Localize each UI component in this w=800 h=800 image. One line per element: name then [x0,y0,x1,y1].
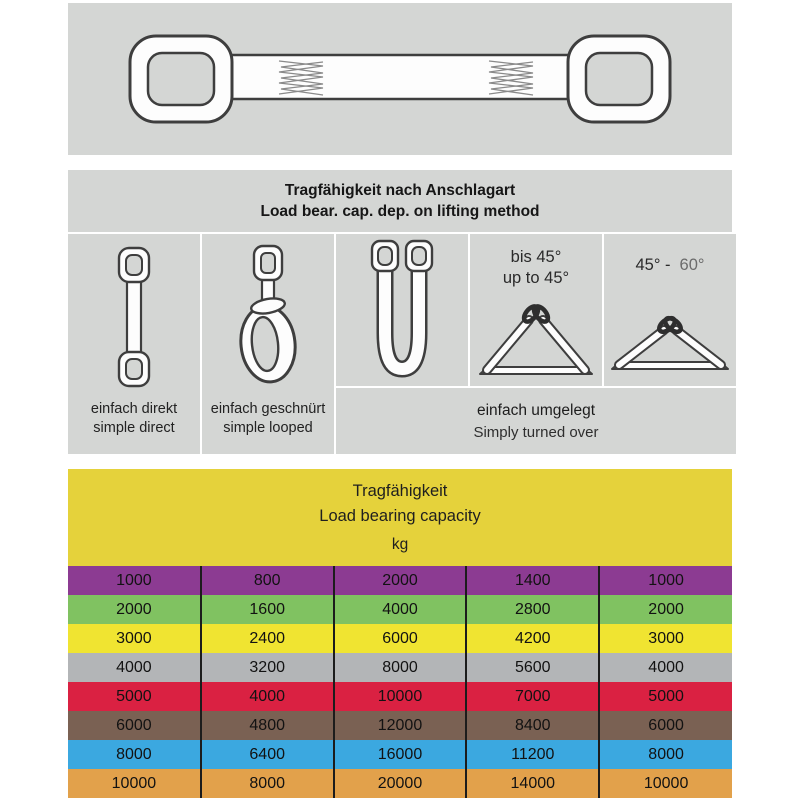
capacity-cell: 4000 [116,658,152,676]
capacity-row-orange [68,769,732,798]
method-title-en: Load bear. cap. dep. on lifting method [260,203,540,220]
capacity-cell: 10000 [599,769,732,798]
capacity-cell: 6000 [599,711,732,740]
capacity-cell: 3200 [201,653,334,682]
capacity-cell: 4000 [334,595,467,624]
left-end-fitting-icon [130,36,232,122]
capacity-cell: 6000 [116,716,152,734]
capacity-cell: 2000 [334,566,467,595]
capacity-cell: 5600 [466,653,599,682]
capacity-cell: 5000 [116,687,152,705]
capacity-row-yellow [68,624,732,653]
capacity-row-green [68,595,732,624]
caption-looped: einfach geschnürt simple looped [210,401,326,436]
capacity-cell: 8000 [116,745,152,763]
capacity-cell: 8400 [466,711,599,740]
capacity-cell: 8000 [201,769,334,798]
capacity-title-de: Tragfähigkeit [352,481,448,500]
caption-direct: einfach direkt simple direct [90,401,178,436]
capacity-cell: 10000 [111,774,157,792]
sling-illustration-panel [68,3,732,155]
capacity-cell: 1400 [466,566,599,595]
capacity-cell: 6000 [334,624,467,653]
capacity-cell: 2000 [116,600,152,618]
capacity-cell: 3000 [116,629,152,647]
method-cell-direct [68,234,200,454]
capacity-cell: 6400 [201,740,334,769]
datasheet-page [68,3,732,798]
angle-45-label: bis 45° up to 45° [502,248,570,287]
capacity-cell: 4800 [201,711,334,740]
webbing-strap [208,55,592,99]
capacity-cell: 3000 [599,624,732,653]
capacity-cell: 2400 [201,624,334,653]
angle-45-to-60-icon [604,283,736,379]
lifting-sling-illustration [68,3,732,155]
angle-60-label: 45° - 60° [635,256,705,274]
lifting-method-panel [68,170,732,454]
direct-hitch-icon [68,242,200,392]
capacity-unit: kg [391,535,409,553]
method-panel-title [68,170,732,232]
capacity-row-blue [68,740,732,769]
capacity-row-brown [68,711,732,740]
capacity-cell: 1000 [116,571,152,589]
capacity-cell: 4000 [201,682,334,711]
capacity-cell: 4000 [599,653,732,682]
choked-hitch-icon [202,242,334,392]
capacity-cell: 4200 [466,624,599,653]
method-cell-angle-60 [604,234,736,386]
capacity-cell: 10000 [334,682,467,711]
capacity-row-violet [68,566,732,595]
method-grid [68,234,732,454]
capacity-cell: 2800 [466,595,599,624]
capacity-cell: 2000 [599,595,732,624]
method-cell-angle-45 [470,234,602,386]
capacity-row-red [68,682,732,711]
capacity-cell: 7000 [466,682,599,711]
basket-hitch-icon [336,235,468,385]
caption-turned-over: einfach umgelegt Simply turned over [336,388,736,454]
capacity-cell: 1600 [201,595,334,624]
capacity-cell: 1000 [599,566,732,595]
capacity-cell: 14000 [466,769,599,798]
capacity-cell: 8000 [599,740,732,769]
right-end-fitting-icon [568,36,670,122]
method-cell-basket [336,234,468,386]
capacity-cell: 11200 [466,740,599,769]
method-cell-looped [202,234,334,454]
capacity-panel [68,469,732,798]
capacity-cell: 8000 [334,653,467,682]
capacity-title-en: Load bearing capacity [319,506,481,525]
capacity-cell: 16000 [334,740,467,769]
method-title-de: Tragfähigkeit nach Anschlagart [284,182,516,199]
angle-up-to-45-icon [470,290,602,386]
capacity-row-grey [68,653,732,682]
capacity-table-header [68,469,732,566]
capacity-cell: 800 [201,566,334,595]
capacity-cell: 5000 [599,682,732,711]
capacity-cell: 20000 [334,769,467,798]
capacity-cell: 12000 [334,711,467,740]
capacity-table [68,566,732,798]
